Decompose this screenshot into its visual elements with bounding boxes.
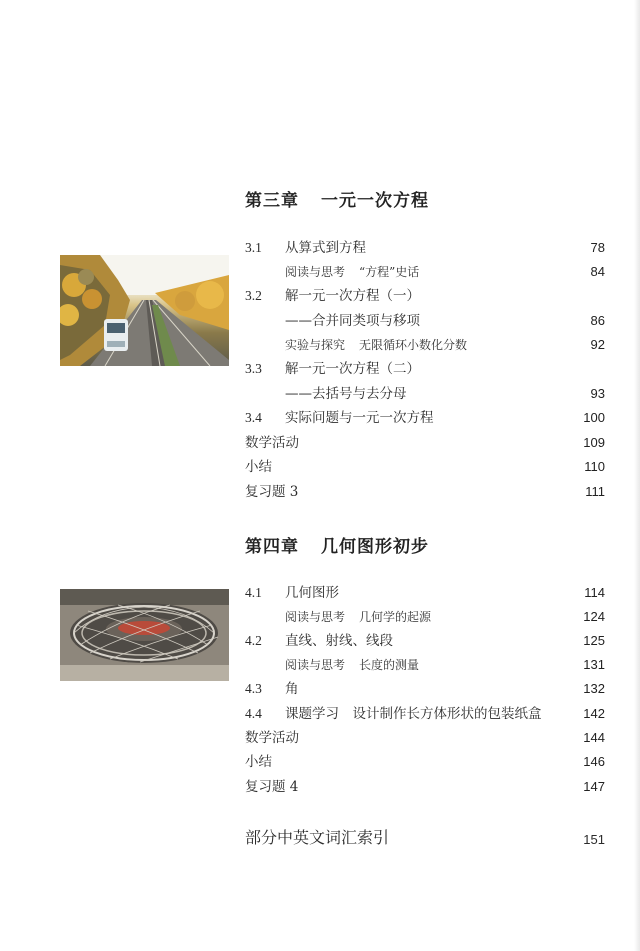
chapter-3-name: 一元一次方程 (321, 191, 429, 211)
page-number: 142 (583, 706, 605, 721)
page-number: 151 (583, 832, 605, 847)
toc-entry[interactable] (245, 678, 605, 700)
section-number: 4.1 (245, 585, 262, 600)
page-number: 93 (590, 386, 605, 401)
toc-entry[interactable] (245, 481, 605, 503)
chapter-3-title (245, 186, 429, 211)
toc-entry[interactable] (245, 456, 605, 478)
section-title: 课题学习 设计制作长方体形状的包装纸盒 (285, 706, 542, 722)
feature-title: “方程”史话 (359, 265, 420, 279)
section-title: 小结 (245, 754, 272, 770)
chapter-4-title (245, 532, 429, 557)
page-number: 111 (585, 484, 605, 499)
feature-label: 阅读与思考 (285, 658, 346, 672)
index-title: 部分中英文词汇索引 (245, 828, 390, 847)
toc-entry[interactable] (245, 727, 605, 749)
feature-title: 几何学的起源 (359, 610, 432, 624)
section-title: 解一元一次方程（二） (285, 361, 420, 377)
page-number: 146 (583, 754, 605, 769)
section-number: 4.4 (245, 706, 262, 721)
feature-label: 阅读与思考 (285, 610, 346, 624)
toc-entry[interactable] (245, 432, 605, 454)
stadium-photo (60, 589, 229, 681)
page-number: 84 (590, 264, 605, 279)
section-title: 小结 (245, 459, 272, 475)
feature-title: 无限循环小数化分数 (359, 338, 468, 352)
section-title: 角 (285, 681, 299, 697)
feature-title: 长度的测量 (359, 658, 420, 672)
toc-entry[interactable] (245, 654, 605, 676)
section-title: 复习题 4 (245, 779, 299, 795)
toc-entry[interactable] (245, 606, 605, 628)
section-number: 3.1 (245, 240, 262, 255)
chapter-3-label: 第三章 (245, 191, 299, 211)
page-number: 100 (583, 410, 605, 425)
toc-entry[interactable] (245, 630, 605, 652)
section-title: 解一元一次方程（一） (285, 288, 420, 304)
section-title: 几何图形 (285, 585, 339, 601)
toc-entry[interactable] (245, 285, 605, 307)
section-number: 4.2 (245, 633, 262, 648)
toc-entry-index[interactable] (245, 826, 605, 850)
page-number: 125 (583, 633, 605, 648)
section-title: 直线、射线、线段 (285, 633, 393, 649)
section-number: 3.4 (245, 410, 262, 425)
page-number: 147 (583, 779, 605, 794)
toc-entry[interactable] (245, 703, 605, 725)
toc-entry[interactable] (245, 310, 605, 332)
toc-entry[interactable] (245, 776, 605, 798)
feature-label: 阅读与思考 (285, 265, 346, 279)
page-number: 92 (590, 337, 605, 352)
page-edge (634, 0, 640, 951)
page-number: 114 (584, 585, 605, 600)
section-title: 实际问题与一元一次方程 (285, 410, 434, 426)
toc-entry[interactable] (245, 358, 605, 380)
page-number: 109 (583, 435, 605, 450)
toc-entry[interactable] (245, 407, 605, 429)
toc-entry[interactable] (245, 383, 605, 405)
section-subtitle: ——去括号与去分母 (285, 386, 407, 402)
page-number: 132 (583, 681, 605, 696)
toc-entry[interactable] (245, 261, 605, 283)
chapter-4-name: 几何图形初步 (321, 537, 429, 557)
section-number: 3.3 (245, 361, 262, 376)
page-number: 110 (584, 459, 605, 474)
page-number: 131 (583, 657, 605, 672)
section-number: 3.2 (245, 288, 262, 303)
page-number: 144 (583, 730, 605, 745)
highway-photo (60, 255, 229, 366)
chapter-4-label: 第四章 (245, 537, 299, 557)
section-number: 4.3 (245, 681, 262, 696)
section-title: 从算式到方程 (285, 240, 366, 256)
page-number: 86 (590, 313, 605, 328)
page-number: 78 (590, 240, 605, 255)
section-title: 数学活动 (245, 730, 299, 746)
toc-entry[interactable] (245, 751, 605, 773)
section-title: 数学活动 (245, 435, 299, 451)
toc-entry[interactable] (245, 334, 605, 356)
section-subtitle: ——合并同类项与移项 (285, 313, 420, 329)
page-number: 124 (583, 609, 605, 624)
feature-label: 实验与探究 (285, 338, 346, 352)
section-title: 复习题 3 (245, 484, 299, 500)
toc-entry[interactable] (245, 582, 605, 604)
toc-entry[interactable] (245, 237, 605, 259)
